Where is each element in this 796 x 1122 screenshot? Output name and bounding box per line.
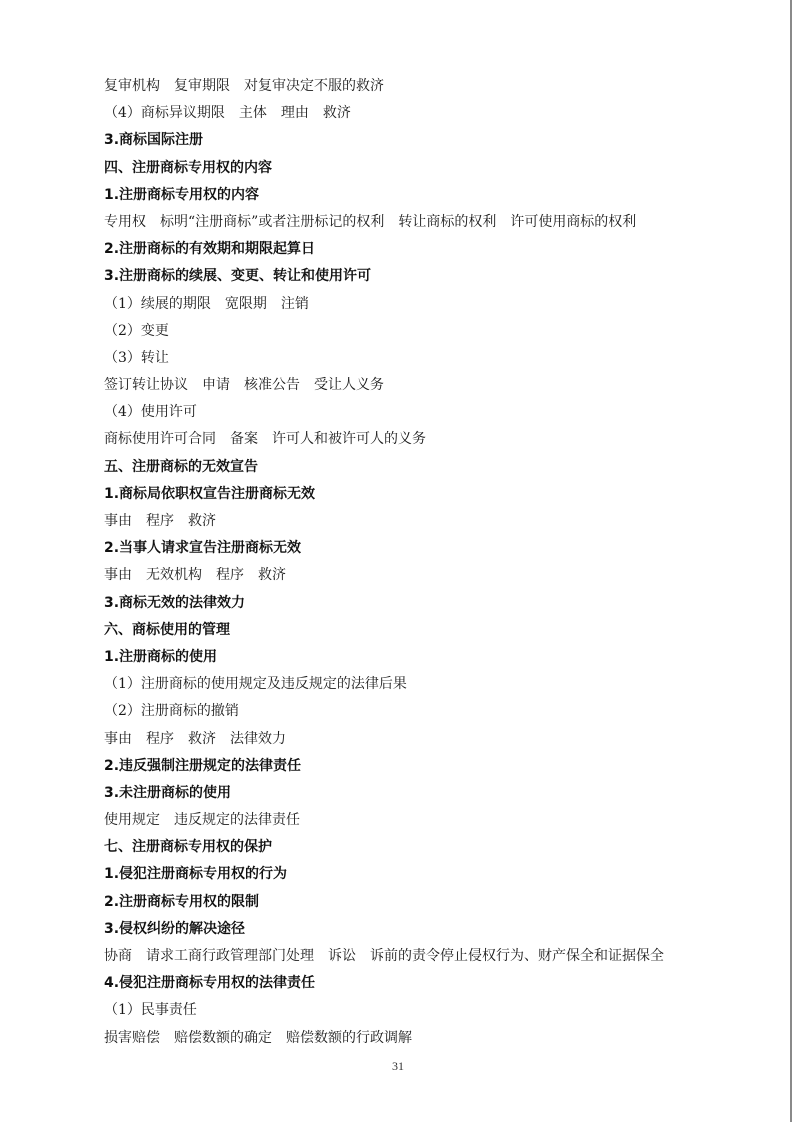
body-line: 使用规定 违反规定的法律责任 — [104, 812, 300, 829]
section-heading: 1.注册商标专用权的内容 — [104, 186, 260, 203]
section-heading: 六、商标使用的管理 — [104, 621, 230, 638]
section-heading: 2.当事人请求宣告注册商标无效 — [104, 540, 302, 557]
body-line: 商标使用许可合同 备案 许可人和被许可人的义务 — [104, 431, 426, 448]
section-heading: 2.注册商标专用权的限制 — [104, 893, 260, 910]
section-heading: 3.商标无效的法律效力 — [104, 594, 246, 611]
page-number: 31 — [392, 1059, 404, 1073]
body-line: 复审机构 复审期限 对复审决定不服的救济 — [104, 78, 384, 94]
page-edge-rule — [790, 0, 792, 1122]
body-line: （4）使用许可 — [104, 404, 197, 421]
body-line: （2）注册商标的撤销 — [104, 703, 239, 720]
section-heading: 四、注册商标专用权的内容 — [104, 159, 272, 176]
section-heading: 4.侵犯注册商标专用权的法律责任 — [104, 975, 316, 992]
section-heading: 3.商标国际注册 — [104, 132, 204, 149]
body-line: 事由 程序 救济 法律效力 — [104, 730, 286, 747]
section-heading: 3.未注册商标的使用 — [104, 784, 232, 801]
body-line: 签订转让协议 申请 核准公告 受让人义务 — [104, 377, 384, 394]
document-body — [104, 73, 784, 1052]
body-line: （2）变更 — [104, 322, 169, 339]
section-heading: 2.注册商标的有效期和期限起算日 — [104, 241, 316, 258]
body-line: 事由 程序 救济 — [104, 513, 216, 529]
section-heading: 2.违反强制注册规定的法律责任 — [104, 757, 302, 774]
section-heading: 3.侵权纠纷的解决途径 — [104, 920, 246, 937]
body-line: （4）商标异议期限 主体 理由 救济 — [104, 105, 351, 122]
body-line: （1）注册商标的使用规定及违反规定的法律后果 — [104, 676, 407, 693]
body-line: （1）续展的期限 宽限期 注销 — [104, 295, 309, 312]
section-heading: 1.注册商标的使用 — [104, 648, 218, 665]
section-heading: 1.侵犯注册商标专用权的行为 — [104, 866, 288, 883]
body-line: （1）民事责任 — [104, 1002, 197, 1019]
section-heading: 3.注册商标的续展、变更、转让和使用许可 — [104, 268, 372, 285]
body-line: （3）转让 — [104, 349, 169, 366]
section-heading: 七、注册商标专用权的保护 — [104, 839, 272, 856]
section-heading: 1.商标局依职权宣告注册商标无效 — [104, 485, 316, 502]
section-heading: 五、注册商标的无效宣告 — [104, 458, 258, 475]
body-line: 损害赔偿 赔偿数额的确定 赔偿数额的行政调解 — [104, 1029, 412, 1046]
body-line: 事由 无效机构 程序 救济 — [104, 567, 286, 584]
body-line: 专用权 标明“注册商标”或者注册标记的权利 转让商标的权利 许可使用商标的权利 — [104, 213, 637, 230]
body-line: 协商 请求工商行政管理部门处理 诉讼 诉前的责令停止侵权行为、财产保全和证据保全 — [104, 948, 664, 964]
